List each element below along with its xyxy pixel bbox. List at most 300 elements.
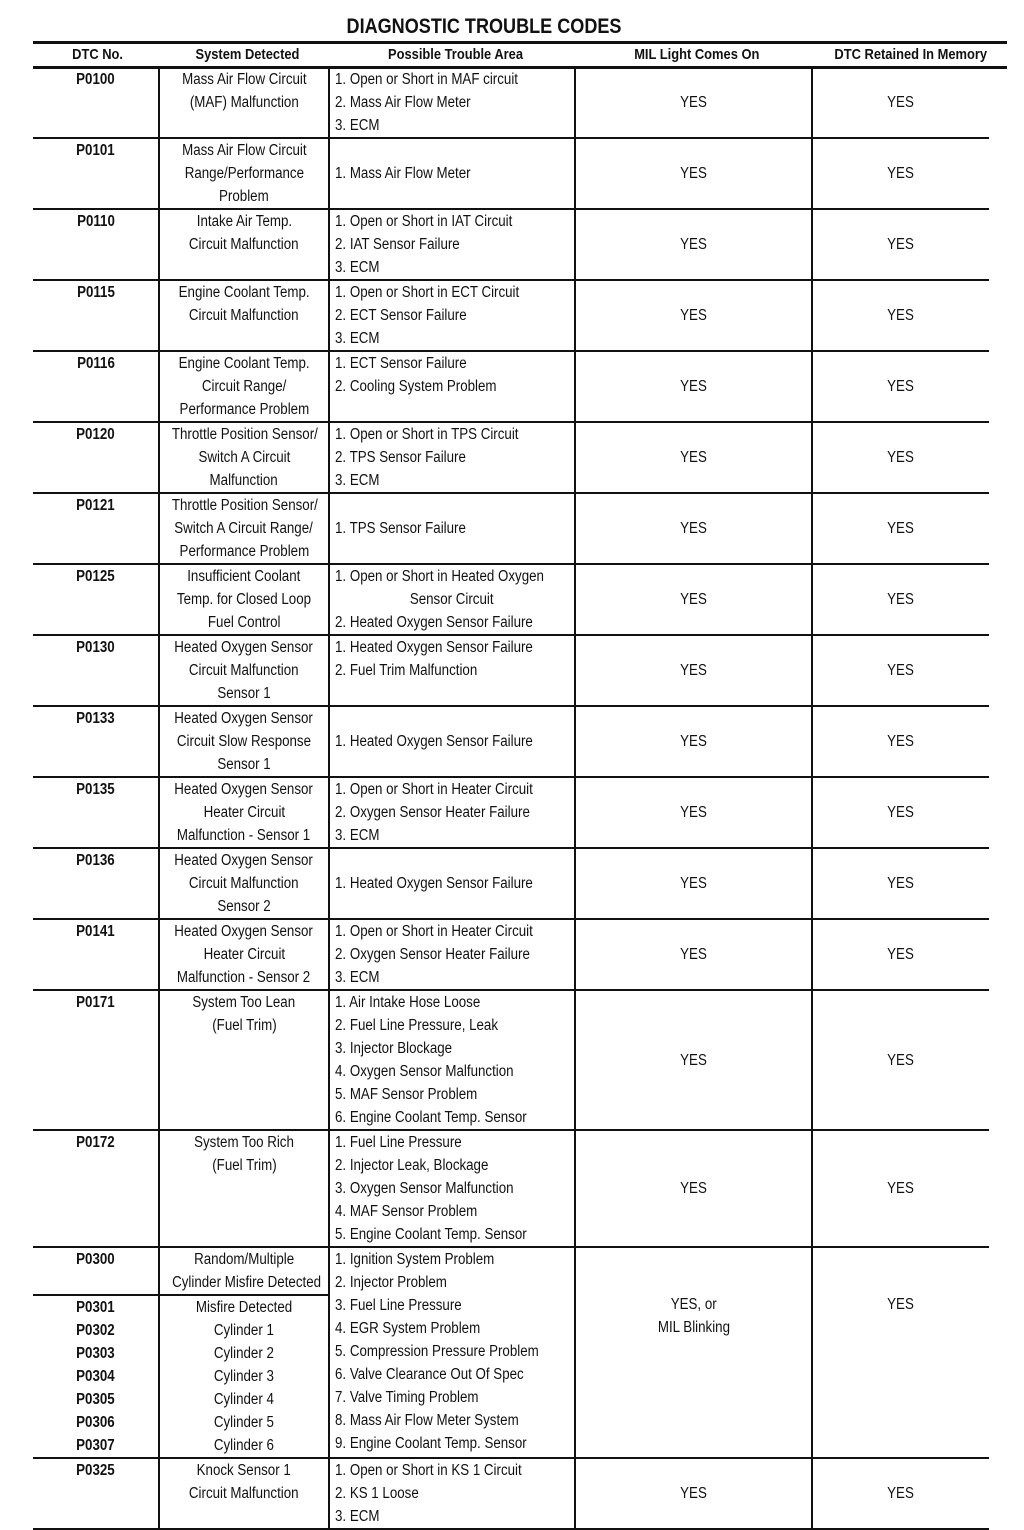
system-detected-text: Circuit Malfunction — [189, 662, 299, 679]
system-detected-text: Engine Coolant Temp. — [178, 355, 310, 372]
system-detected-text: Heater Circuit — [203, 804, 285, 821]
possible-trouble-area-text: 1. Ignition System Problem — [335, 1251, 495, 1268]
possible-trouble-area — [330, 991, 576, 1129]
system-detected-line — [160, 682, 328, 705]
possible-trouble-area-text: 3. ECM — [335, 330, 380, 347]
dtc-retained-value-line — [813, 304, 989, 327]
system-detected-line-empty — [160, 327, 328, 350]
dtc-code-line-empty — [33, 446, 158, 469]
possible-trouble-area-line — [335, 1060, 574, 1083]
mil-light-value-text: YES — [680, 662, 707, 679]
dtc-code-line — [33, 636, 158, 659]
table-row — [33, 210, 989, 281]
system-detected-line — [160, 1342, 328, 1365]
dtc-retained-value-text: YES — [887, 307, 915, 324]
possible-trouble-area — [330, 423, 576, 492]
possible-trouble-area-line — [335, 1014, 574, 1037]
dtc-code — [33, 707, 160, 776]
dtc-retained-value — [813, 352, 989, 421]
system-detected — [160, 991, 330, 1129]
system-detected-line — [160, 185, 328, 208]
dtc-retained-value-line — [813, 1177, 989, 1200]
system-detected-line — [160, 730, 328, 753]
dtc-code-line-empty — [33, 304, 158, 327]
dtc-code-line — [33, 1296, 158, 1319]
possible-trouble-area-text: 1. Open or Short in Heater Circuit — [335, 923, 533, 940]
possible-trouble-area-text: 1. Open or Short in ECT Circuit — [335, 284, 520, 301]
system-detected-text: Performance Problem — [179, 401, 309, 418]
system-detected — [160, 139, 330, 208]
mil-light-value-line — [576, 730, 811, 753]
system-detected — [160, 1248, 330, 1294]
system-detected — [160, 565, 330, 634]
possible-trouble-area-line — [335, 1177, 574, 1200]
dtc-code-text: P0302 — [76, 1322, 115, 1339]
dtc-retained-value-text: YES — [887, 449, 915, 466]
mil-light-value — [576, 68, 813, 137]
document-title-container — [0, 14, 968, 40]
possible-trouble-area-text: 5. Compression Pressure Problem — [335, 1343, 539, 1360]
dtc-code-text: P0305 — [76, 1391, 115, 1408]
possible-trouble-area-text: 2. Fuel Trim Malfunction — [335, 662, 478, 679]
possible-trouble-area — [330, 210, 576, 279]
system-detected-line-empty — [160, 1505, 328, 1528]
table-row — [33, 565, 989, 636]
dtc-code-line-empty — [33, 327, 158, 350]
possible-trouble-area — [330, 494, 576, 563]
system-detected-line — [160, 824, 328, 847]
table-row — [33, 68, 989, 139]
possible-trouble-area-line — [335, 707, 574, 730]
mil-light-value-text: YES — [680, 449, 707, 466]
mil-light-value-text: YES — [680, 165, 707, 182]
possible-trouble-area-text: 1. Open or Short in TPS Circuit — [335, 426, 519, 443]
system-detected — [160, 920, 330, 989]
system-detected-line — [160, 991, 328, 1014]
system-detected — [160, 636, 330, 705]
possible-trouble-area-text: 1. Mass Air Flow Meter — [335, 165, 471, 182]
system-detected — [160, 707, 330, 776]
dtc-retained-value-line — [813, 517, 989, 540]
mil-light-value — [576, 139, 813, 208]
possible-trouble-area-line — [335, 233, 574, 256]
possible-trouble-area-line — [335, 281, 574, 304]
system-detected-line — [160, 1459, 328, 1482]
dtc-retained-value-line — [813, 659, 989, 682]
possible-trouble-area-line — [335, 895, 574, 918]
dtc-code-text: P0325 — [76, 1462, 115, 1479]
possible-trouble-area-line — [335, 1459, 574, 1482]
system-detected-text: Malfunction - Sensor 2 — [177, 969, 311, 986]
system-detected-line — [160, 91, 328, 114]
mil-light-value-line — [576, 1049, 811, 1072]
possible-trouble-area-line — [335, 588, 574, 611]
dtc-code-line-empty — [33, 943, 158, 966]
mil-light-value-line — [576, 1482, 811, 1505]
possible-trouble-area-text: 1. Open or Short in IAT Circuit — [335, 213, 513, 230]
system-detected-line — [160, 659, 328, 682]
dtc-code-line-empty — [33, 540, 158, 563]
mil-light-value-line — [576, 943, 811, 966]
mil-light-value — [576, 210, 813, 279]
possible-trouble-area-text: 7. Valve Timing Problem — [335, 1389, 479, 1406]
dtc-retained-value — [813, 210, 989, 279]
system-detected-line — [160, 162, 328, 185]
dtc-code-line-empty — [33, 233, 158, 256]
dtc-code-line — [33, 565, 158, 588]
dtc-code-line — [33, 1342, 158, 1365]
system-detected-text: Circuit Malfunction — [189, 875, 299, 892]
mil-light-value-line — [576, 1316, 811, 1339]
dtc-code-text: P0115 — [76, 284, 115, 301]
system-detected-line — [160, 517, 328, 540]
dtc-code-line — [33, 1388, 158, 1411]
possible-trouble-area-line — [335, 991, 574, 1014]
system-detected-text: Problem — [219, 188, 269, 205]
mil-light-value-text: MIL Blinking — [657, 1319, 730, 1336]
table-row — [33, 1131, 989, 1248]
dtc-retained-value-line — [813, 446, 989, 469]
system-detected-line-empty — [160, 1060, 328, 1083]
dtc-code-line-empty — [33, 1223, 158, 1246]
dtc-code-line-empty — [33, 1037, 158, 1060]
dtc-retained-value-line — [813, 375, 989, 398]
system-detected-line-empty — [160, 1083, 328, 1106]
system-detected-line-empty — [160, 1177, 328, 1200]
possible-trouble-area-line-empty — [335, 398, 574, 421]
system-detected-line — [160, 920, 328, 943]
dtc-code-text: P0141 — [76, 923, 115, 940]
dtc-code-line-empty — [33, 1014, 158, 1037]
column-header-system-detected-label: System Detected — [195, 46, 299, 63]
dtc-code-line — [33, 1459, 158, 1482]
dtc-table-body — [33, 68, 989, 1530]
possible-trouble-area-text: 1. Heated Oxygen Sensor Failure — [335, 733, 533, 750]
table-row — [33, 1459, 989, 1530]
dtc-code-line — [33, 1248, 158, 1271]
system-detected-line — [160, 565, 328, 588]
system-detected-text: Knock Sensor 1 — [196, 1462, 292, 1479]
system-detected-text: Cylinder Misfire Detected — [172, 1274, 322, 1291]
possible-trouble-area-line — [335, 375, 574, 398]
possible-trouble-area-line — [335, 1154, 574, 1177]
dtc-retained-value-text: YES — [887, 520, 915, 537]
dtc-retained-value-line — [813, 91, 989, 114]
misfire-cylinder-subrow — [33, 1296, 330, 1457]
mil-light-value — [576, 1131, 813, 1246]
possible-trouble-area — [330, 778, 576, 847]
possible-trouble-area-text: 2. KS 1 Loose — [335, 1485, 419, 1502]
possible-trouble-area-text: 1. Heated Oxygen Sensor Failure — [335, 639, 533, 656]
possible-trouble-area-line — [335, 1037, 574, 1060]
dtc-code-line — [33, 423, 158, 446]
system-detected-text: Heated Oxygen Sensor — [174, 923, 314, 940]
possible-trouble-area — [330, 1131, 576, 1246]
system-detected-line — [160, 1154, 328, 1177]
system-detected-line — [160, 233, 328, 256]
dtc-code-line-empty — [33, 1271, 158, 1294]
possible-trouble-area-text: 1. Open or Short in Heater Circuit — [335, 781, 533, 798]
possible-trouble-area-line — [335, 352, 574, 375]
mil-light-value-text: YES — [680, 1180, 707, 1197]
system-detected-line — [160, 1014, 328, 1037]
dtc-retained-value-line — [813, 730, 989, 753]
possible-trouble-area — [330, 281, 576, 350]
possible-trouble-area-line — [335, 943, 574, 966]
possible-trouble-area — [330, 636, 576, 705]
dtc-retained-value-line — [813, 801, 989, 824]
mil-light-value — [576, 920, 813, 989]
dtc-code-line-empty — [33, 753, 158, 776]
possible-trouble-area-line — [335, 256, 574, 279]
dtc-retained-value-line — [813, 1293, 989, 1316]
possible-trouble-area-line — [335, 1223, 574, 1246]
system-detected-text: Performance Problem — [179, 543, 309, 560]
possible-trouble-area — [330, 68, 576, 137]
dtc-code — [33, 281, 160, 350]
dtc-code — [33, 1248, 160, 1294]
dtc-code-line-empty — [33, 730, 158, 753]
possible-trouble-area-text: 6. Engine Coolant Temp. Sensor — [335, 1109, 527, 1126]
possible-trouble-area-text: 4. EGR System Problem — [335, 1320, 481, 1337]
system-detected-line — [160, 778, 328, 801]
dtc-code-line — [33, 68, 158, 91]
mil-light-value-text: YES — [680, 946, 707, 963]
dtc-code-text: P0306 — [76, 1414, 115, 1431]
mil-light-value-line — [576, 446, 811, 469]
system-detected — [160, 849, 330, 918]
system-detected-text: Fuel Control — [207, 614, 281, 631]
possible-trouble-area-line — [335, 659, 574, 682]
possible-trouble-area-text: 3. ECM — [335, 827, 380, 844]
possible-trouble-area-text: 8. Mass Air Flow Meter System — [335, 1412, 519, 1429]
system-detected-line — [160, 375, 328, 398]
system-detected-text: Misfire Detected — [195, 1299, 293, 1316]
system-detected-line — [160, 872, 328, 895]
dtc-retained-value-text: YES — [887, 1296, 915, 1313]
mil-light-value-text: YES — [680, 307, 707, 324]
possible-trouble-area — [330, 1459, 576, 1528]
mil-light-value-line — [576, 304, 811, 327]
mil-light-value — [576, 849, 813, 918]
dtc-code-text: P0125 — [76, 568, 115, 585]
dtc-code-line — [33, 920, 158, 943]
dtc-code — [33, 1296, 160, 1457]
system-detected-text: Cylinder 3 — [213, 1368, 275, 1385]
system-detected-text: Heater Circuit — [203, 946, 285, 963]
possible-trouble-area-line — [335, 1340, 574, 1363]
system-detected-text: Heated Oxygen Sensor — [174, 781, 314, 798]
system-detected-line — [160, 943, 328, 966]
possible-trouble-area-line — [335, 494, 574, 517]
possible-trouble-area-line — [335, 920, 574, 943]
dtc-code-line — [33, 1434, 158, 1457]
possible-trouble-area-text: 3. ECM — [335, 259, 380, 276]
system-detected-line-empty — [160, 1223, 328, 1246]
possible-trouble-area-line — [335, 849, 574, 872]
possible-trouble-area-line — [335, 139, 574, 162]
mil-light-value-line — [576, 233, 811, 256]
mil-light-value — [576, 636, 813, 705]
system-detected-text: (Fuel Trim) — [211, 1157, 277, 1174]
mil-light-value — [576, 1459, 813, 1528]
dtc-code-line-empty — [33, 398, 158, 421]
dtc-retained-value — [813, 1459, 989, 1528]
document-title: DIAGNOSTIC TROUBLE CODES — [346, 15, 622, 38]
system-detected-line — [160, 849, 328, 872]
column-header-mil-light — [578, 44, 815, 66]
dtc-code-line — [33, 139, 158, 162]
mil-light-value-line — [576, 801, 811, 824]
possible-trouble-area-text: 1. ECT Sensor Failure — [335, 355, 467, 372]
possible-trouble-area-line — [335, 1505, 574, 1528]
mil-light-value-line — [576, 162, 811, 185]
mil-light-value-line — [576, 91, 811, 114]
system-detected-text: Intake Air Temp. — [196, 213, 292, 230]
dtc-code — [33, 352, 160, 421]
system-detected — [160, 1459, 330, 1528]
possible-trouble-area-line — [335, 872, 574, 895]
dtc-retained-value-text: YES — [887, 662, 915, 679]
dtc-code — [33, 991, 160, 1129]
system-detected-line — [160, 707, 328, 730]
possible-trouble-area-text: 2. Oxygen Sensor Heater Failure — [335, 946, 530, 963]
system-detected-line — [160, 139, 328, 162]
dtc-code-line — [33, 778, 158, 801]
dtc-code-text: P0301 — [76, 1299, 115, 1316]
dtc-code-text: P0171 — [76, 994, 115, 1011]
dtc-code-line-empty — [33, 1106, 158, 1129]
dtc-retained-value-line — [813, 872, 989, 895]
possible-trouble-area-text: 3. ECM — [335, 969, 380, 986]
dtc-code-line-empty — [33, 114, 158, 137]
dtc-retained-value-text: YES — [887, 1180, 915, 1197]
dtc-code-line — [33, 1131, 158, 1154]
dtc-code-line-empty — [33, 375, 158, 398]
mil-light-value-text: YES, or — [670, 1296, 717, 1313]
system-detected-line — [160, 1365, 328, 1388]
system-detected — [160, 494, 330, 563]
column-header-dtc-no-label: DTC No. — [72, 46, 123, 63]
mil-light-value-text: YES — [680, 1051, 707, 1069]
system-detected-text: Circuit Range/ — [201, 378, 287, 395]
system-detected-text: Heated Oxygen Sensor — [174, 639, 314, 656]
system-detected-text: Malfunction — [209, 472, 279, 489]
dtc-code-line-empty — [33, 469, 158, 492]
system-detected-text: System Too Lean — [192, 994, 296, 1011]
possible-trouble-area-line — [335, 517, 574, 540]
dtc-retained-value-text: YES — [887, 236, 915, 253]
dtc-code-line-empty — [33, 682, 158, 705]
system-detected-text: Circuit Slow Response — [176, 733, 312, 750]
system-detected-line — [160, 1296, 328, 1319]
possible-trouble-area-line — [335, 540, 574, 563]
system-detected-text: Random/Multiple — [193, 1251, 295, 1268]
system-detected-text: Heated Oxygen Sensor — [174, 852, 314, 869]
possible-trouble-area-text: 3. ECM — [335, 117, 380, 134]
dtc-code — [33, 565, 160, 634]
possible-trouble-area-line-empty — [335, 682, 574, 705]
possible-trouble-area-line — [335, 1083, 574, 1106]
system-detected-text: (Fuel Trim) — [211, 1017, 277, 1034]
system-detected-line — [160, 423, 328, 446]
dtc-code-line-empty — [33, 185, 158, 208]
system-detected-line — [160, 1271, 328, 1294]
dtc-code-line — [33, 1319, 158, 1342]
possible-trouble-area-line — [335, 1432, 574, 1455]
dtc-retained-value-line — [813, 162, 989, 185]
dtc-code-text: P0304 — [76, 1368, 115, 1385]
dtc-code-line-empty — [33, 1200, 158, 1223]
system-detected-text: Cylinder 6 — [213, 1437, 275, 1454]
possible-trouble-area — [330, 1248, 576, 1457]
mil-light-value — [576, 281, 813, 350]
possible-trouble-area-line — [335, 1248, 574, 1271]
dtc-code-line — [33, 281, 158, 304]
dtc-code-line-empty — [33, 91, 158, 114]
dtc-code-line-empty — [33, 966, 158, 989]
system-detected-line — [160, 1248, 328, 1271]
system-detected-text: Insufficient Coolant — [187, 568, 301, 585]
mil-light-value-line — [576, 872, 811, 895]
column-header-dtc-no — [33, 44, 162, 66]
table-row — [33, 849, 989, 920]
system-detected-text: Circuit Malfunction — [189, 307, 299, 324]
system-detected — [160, 68, 330, 137]
system-detected-text: Engine Coolant Temp. — [178, 284, 310, 301]
system-detected-line — [160, 540, 328, 563]
dtc-code-text: P0172 — [76, 1134, 115, 1151]
possible-trouble-area-text: Sensor Circuit — [410, 591, 494, 608]
dtc-retained-value-line — [813, 1049, 989, 1072]
dtc-code — [33, 849, 160, 918]
system-detected-line — [160, 966, 328, 989]
system-detected — [160, 352, 330, 421]
dtc-code — [33, 1131, 160, 1246]
mil-light-value — [576, 778, 813, 847]
table-row — [33, 920, 989, 991]
column-header-possible-trouble-area-label: Possible Trouble Area — [387, 46, 523, 63]
possible-trouble-area-line — [335, 304, 574, 327]
table-row — [33, 352, 989, 423]
possible-trouble-area-line — [335, 210, 574, 233]
mil-light-value-line — [576, 1293, 811, 1316]
mil-light-value — [576, 352, 813, 421]
dtc-code-line-empty — [33, 1177, 158, 1200]
dtc-retained-value-line — [813, 588, 989, 611]
dtc-code-text: P0120 — [76, 426, 115, 443]
possible-trouble-area-line — [335, 966, 574, 989]
dtc-retained-value — [813, 68, 989, 137]
possible-trouble-area-line — [335, 1317, 574, 1340]
possible-trouble-area-text: 1. Open or Short in Heated Oxygen — [335, 568, 544, 585]
system-detected-line — [160, 611, 328, 634]
system-detected-line — [160, 352, 328, 375]
possible-trouble-area-line — [335, 1363, 574, 1386]
dtc-code-line-empty — [33, 659, 158, 682]
possible-trouble-area-text: 6. Valve Clearance Out Of Spec — [335, 1366, 524, 1383]
system-detected-line — [160, 753, 328, 776]
system-detected-text: Sensor 1 — [217, 685, 271, 702]
system-detected-line-empty — [160, 114, 328, 137]
possible-trouble-area-text: 2. Oxygen Sensor Heater Failure — [335, 804, 530, 821]
possible-trouble-area-text: 2. Mass Air Flow Meter — [335, 94, 471, 111]
system-detected-text: Mass Air Flow Circuit — [181, 71, 307, 88]
possible-trouble-area-line — [335, 824, 574, 847]
system-detected-line-empty — [160, 1106, 328, 1129]
dtc-code-line — [33, 991, 158, 1014]
possible-trouble-area-line — [335, 91, 574, 114]
